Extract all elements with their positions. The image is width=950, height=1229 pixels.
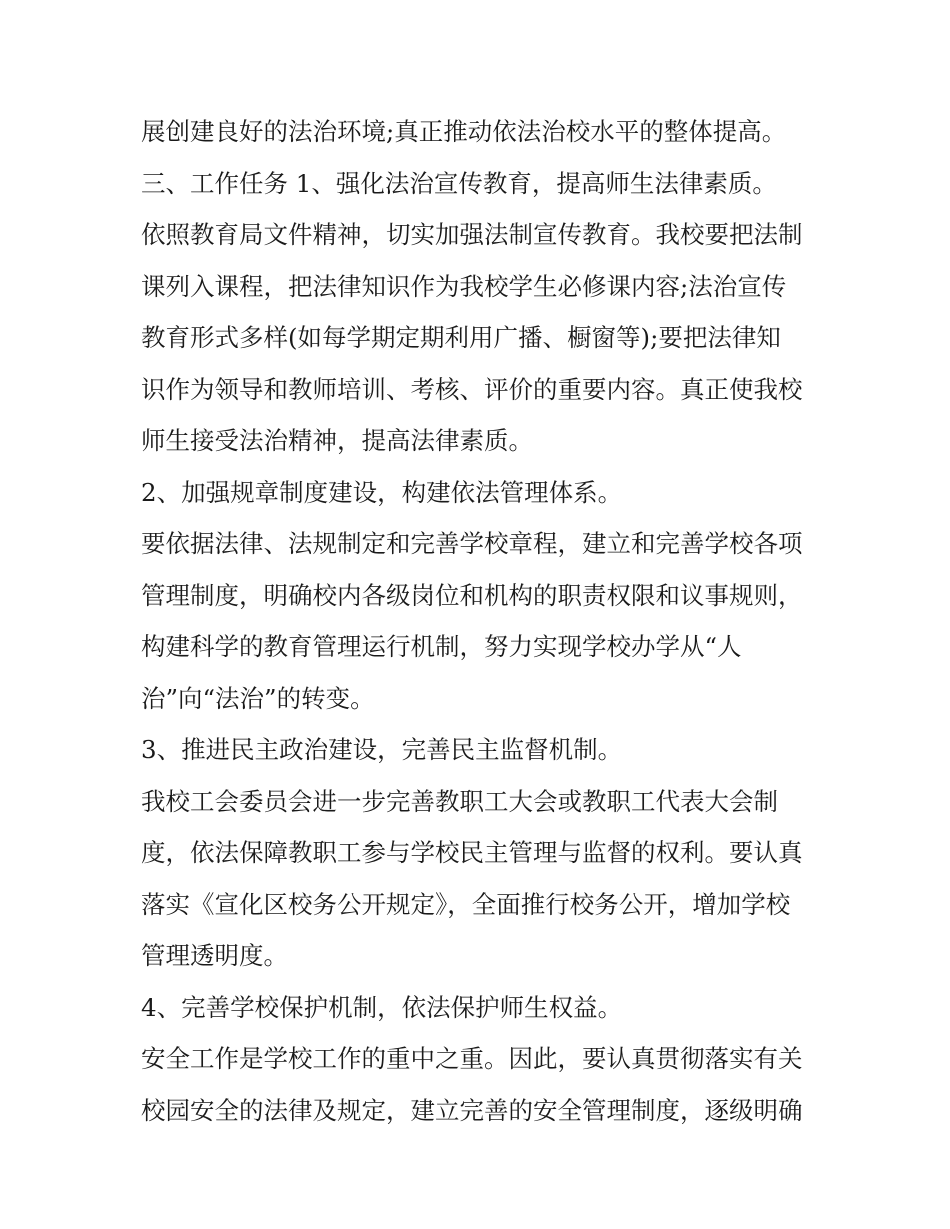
text-line: 构建科学的教育管理运行机制，努力实现学校办学从“人 — [141, 632, 742, 661]
text-line: 安全工作是学校工作的重中之重。因此，要认真贯彻落实有关 — [141, 1044, 803, 1073]
section-heading: 2、加强规章制度建设，构建依法管理体系。 — [141, 477, 623, 507]
section-heading: 三、工作任务 1、强化法治宣传教育，提高师生法律素质。 — [141, 168, 777, 198]
text-line: 度，依法保障教职工参与学校民主管理与监督的权利。要认真 — [141, 838, 803, 867]
text-line: 管理制度，明确校内各级岗位和机构的职责权限和议事规则， — [141, 580, 803, 610]
text-line: 要依据法律、法规制定和完善学校章程，建立和完善学校各项 — [141, 529, 803, 558]
text-line: 校园安全的法律及规定，建立完善的安全管理制度，逐级明确 — [141, 1095, 803, 1125]
text-line: 教育形式多样(如每学期定期利用广播、橱窗等);要把法律知 — [141, 323, 781, 352]
text-line: 管理透明度。 — [141, 941, 288, 970]
text-line: 依照教育局文件精神，切实加强法制宣传教育。我校要把法制 — [141, 220, 803, 249]
text-line: 课列入课程，把法律知识作为我校学生必修课内容;法治宣传 — [141, 271, 787, 301]
section-heading: 4、完善学校保护机制，依法保护师生权益。 — [141, 992, 623, 1022]
text-line: 我校工会委员会进一步完善教职工大会或教职工代表大会制 — [141, 786, 778, 816]
text-line: 治”向“法治”的转变。 — [141, 683, 375, 713]
document-body — [141, 106, 821, 1136]
section-heading: 3、推进民主政治建设，完善民主监督机制。 — [141, 735, 623, 764]
text-line: 识作为领导和教师培训、考核、评价的重要内容。真正使我校 — [141, 374, 803, 404]
text-line: 师生接受法治精神，提高法律素质。 — [141, 426, 533, 455]
text-line: 展创建良好的法治环境;真正推动依法治校水平的整体提高。 — [141, 117, 787, 146]
text-line: 落实《宣化区校务公开规定》，全面推行校务公开，增加学校 — [141, 889, 791, 919]
